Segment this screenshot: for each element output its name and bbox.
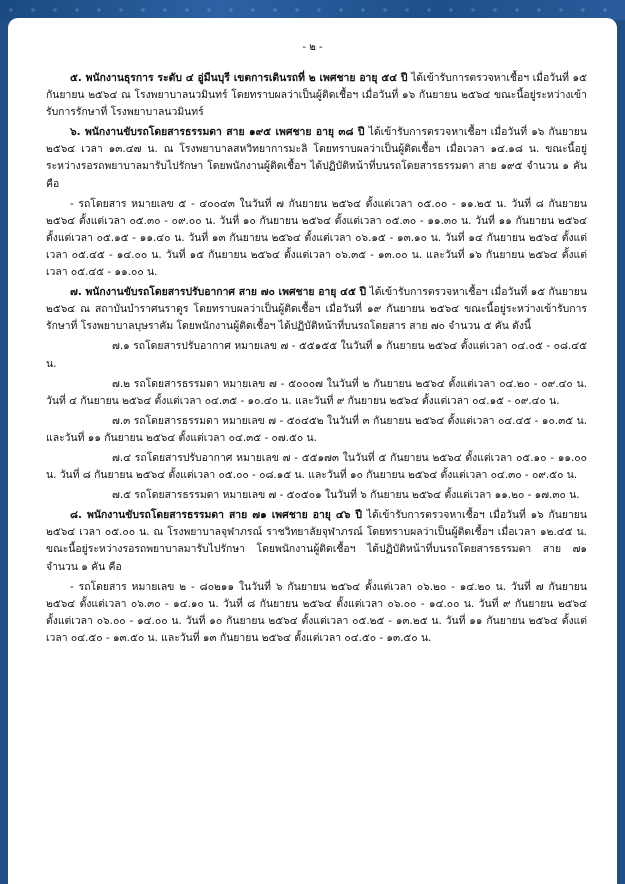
item-5-text: ได้เข้ารับการตรวจหาเชื้อฯ เมื่อวันที่ ๑๕ กันยายน ๒๕๖๔ ณ โรงพยาบาลนวมินทร์ โดยทราบผลว่าเป็นผู้ติดเชื้อฯ เมื่อวันที่ ๑๖ กันยายน ๒๕๖๔ ขณะนี้อยู่ระหว่างเข้ารับการรักษาที่ โรงพยาบาลนวมินทร์ [46, 72, 587, 119]
item-7-2-detail: ๗.๒ รถโดยสารธรรมดา หมายเลข ๗ - ๕๐๐๐๗ ในวันที่ ๒ กันยายน ๒๕๖๔ ตั้งแต่เวลา ๐๔.๒๐ - ๐๙.๔๐ น. วันที่ ๔ กันยายน ๒๕๖๔ ตั้งแต่เวลา ๐๔.๓๕ - ๑๐.๔๐ น. และวันที่ ๙ กันยายน ๒๕๖๔ ตั้งแต่เวลา ๐๔.๑๕ - ๐๙.๔๐ น. [46, 377, 587, 407]
item-6-heading: ๖. พนักงานขับรถโดยสารธรรมดา สาย ๑๙๕ เพศชาย อายุ ๓๘ ปี [70, 126, 365, 139]
item-7-text: ได้เข้ารับการตรวจหาเชื้อฯ เมื่อวันที่ ๑๕ กันยายน ๒๕๖๔ ณ สถาบันบำราศนราดูร โดยทราบผลว่าเป็นผู้ติดเชื้อฯ เมื่อวันที่ ๑๙ กันยายน ๒๕๖๔ ขณะนี้อยู่ระหว่างเข้ารับการรักษาที่ โรงพยาบาลบุษราคัม โดยพนักงานผู้ติดเชื้อฯ ได้ปฏิบัติหน้าที่บนรถโดยสาร สาย ๗๐ จำนวน ๕ คัน ดังนี้ [46, 286, 588, 333]
item-8-bus-detail: - รถโดยสาร หมายเลข ๒ - ๘๐๒๑๑ ในวันที่ ๖ กันยายน ๒๕๖๔ ตั้งแต่เวลา ๐๖.๒๐ - ๑๔.๒๐ น. วันที่ ๗ กันยายน ๒๕๖๔ ตั้งแต่เวลา ๐๖.๓๐ - ๑๔.๑๐ น. วันที่ ๘ กันยายน ๒๕๖๔ ตั้งแต่เวลา ๐๖.๐๐ - ๑๔.๐๐ น. วันที่ ๙ กันยายน ๒๕๖๔ ตั้งแต่เวลา ๐๖.๐๐ - ๑๔.๐๐ น. วันที่ ๑๐ กันยายน ๒๕๖๔ ตั้งแต่เวลา ๐๕.๒๕ - ๑๓.๒๕ น. วันที่ ๑๑ กันยายน ๒๕๖๔ ตั้งแต่เวลา ๐๔.๕๐ - ๑๓.๕๐ น. และวันที่ ๑๓ กันยายน ๒๕๖๔ ตั้งแต่เวลา ๐๔.๕๐ - ๑๓.๕๐ น. [46, 580, 587, 644]
page-banner [0, 0, 625, 20]
item-7-5-detail: ๗.๕ รถโดยสารธรรมดา หมายเลข ๗ - ๕๐๕๐๑ ในวันที่ ๖ กันยายน ๒๕๖๔ ตั้งแต่เวลา ๑๑.๒๐ - ๑๗.๓๐ น. [112, 489, 580, 502]
document-page [8, 18, 617, 884]
banner-pattern [0, 3, 625, 17]
item-6-text: ได้เข้ารับการตรวจหาเชื้อฯ เมื่อวันที่ ๑๖ กันยายน ๒๕๖๔ เวลา ๑๓.๔๗ น. ณ โรงพยาบาลสหวิทยาการมะลิ โดยทราบผลว่าเป็นผู้ติดเชื้อฯ เมื่อเวลา ๑๔.๑๘ น. ขณะนี้อยู่ระหว่างรอรถพยาบาลมารับไปรักษา โดยพนักงานผู้ติดเชื้อฯ ได้ปฏิบัติหน้าที่บนรถโดยสารธรรมดา สาย ๑๙๕ จำนวน ๑ คัน คือ [46, 126, 587, 190]
item-6-bus-detail: - รถโดยสาร หมายเลข ๕ - ๔๐๐๔๓ ในวันที่ ๗ กันยายน ๒๕๖๔ ตั้งแต่เวลา ๐๕.๐๐ - ๑๑.๒๕ น. วันที่ ๘ กันยายน ๒๕๖๔ ตั้งแต่เวลา ๐๕.๓๐ - ๐๙.๐๐ น. วันที่ ๑๐ กันยายน ๒๕๖๔ ตั้งแต่เวลา ๐๕.๓๐ - ๑๑.๓๐ น. วันที่ ๑๑ กันยายน ๒๕๖๔ ตั้งแต่เวลา ๐๕.๑๕ - ๑๑.๔๐ น. วันที่ ๑๓ กันยายน ๒๕๖๔ ตั้งแต่เวลา ๐๖.๑๕ - ๑๓.๑๐ น. วันที่ ๑๔ กันยายน ๒๕๖๔ ตั้งแต่เวลา ๐๕.๔๕ - ๑๔.๐๐ น. วันที่ ๑๕ กันยายน ๒๕๖๔ ตั้งแต่เวลา ๐๖.๓๕ - ๑๓.๐๐ น. และวันที่ ๑๖ กันยายน ๒๕๖๔ ตั้งแต่เวลา ๐๕.๔๕ - ๑๑.๐๐ น. [46, 197, 587, 279]
item-8-paragraph [46, 507, 587, 575]
item-7-heading: ๗. พนักงานขับรถโดยสารปรับอากาศ สาย ๗๐ เพศชาย อายุ ๔๕ ปี [70, 286, 367, 299]
item-7-3-detail: ๗.๓ รถโดยสารธรรมดา หมายเลข ๗ - ๕๐๔๕๒ ในวันที่ ๓ กันยายน ๒๕๖๔ ตั้งแต่เวลา ๐๔.๔๕ - ๑๐.๓๕ น. และวันที่ ๑๑ กันยายน ๒๕๖๔ ตั้งแต่เวลา ๐๔.๓๕ - ๐๗.๕๐ น. [46, 414, 587, 444]
item-8-text: ได้เข้ารับการตรวจหาเชื้อฯ เมื่อวันที่ ๑๖ กันยายน ๒๕๖๔ เวลา ๐๕.๐๐ น. ณ โรงพยาบาลจุฬาภรณ์ ราชวิทยาลัยจุฬาภรณ์ โดยทราบผลว่าเป็นผู้ติดเชื้อฯ เมื่อเวลา ๑๒.๔๕ น. ขณะนี้อยู่ระหว่างรอรถพยาบาลมารับไปรักษา โดยพนักงานผู้ติดเชื้อฯ ได้ปฏิบัติหน้าที่บนรถโดยสารธรรมดา สาย ๗๑ จำนวน ๑ คัน คือ [46, 509, 587, 573]
item-6-paragraph [46, 124, 587, 192]
page-number: - ๒ - [302, 42, 323, 53]
item-7-4-detail: ๗.๔ รถโดยสารปรับอากาศ หมายเลข ๗ - ๕๕๑๗๓ ในวันที่ ๕ กันยายน ๒๕๖๔ ตั้งแต่เวลา ๐๕.๑๐ - ๑๑.๐๐ น. วันที่ ๘ กันยายน ๒๕๖๔ ตั้งแต่เวลา ๐๕.๐๐ - ๐๘.๑๕ น. และวันที่ ๑๐ กันยายน ๒๕๖๔ ตั้งแต่เวลา ๐๔.๓๐ - ๐๙.๕๐ น. [46, 451, 587, 482]
item-8-heading: ๘. พนักงานขับรถโดยสารธรรมดา สาย ๗๑ เพศชาย อายุ ๔๖ ปี [70, 509, 363, 522]
item-5-heading: ๕. พนักงานธุรการ ระดับ ๔ อู่มีนบุรี เขตการเดินรถที่ ๒ เพศชาย อายุ ๕๔ ปี [70, 72, 408, 84]
item-5-paragraph [46, 70, 587, 121]
item-7-1-detail: ๗.๑ รถโดยสารปรับอากาศ หมายเลข ๗ - ๕๕๑๕๕ ในวันที่ ๑ กันยายน ๒๕๖๔ ตั้งแต่เวลา ๐๔.๐๕ - ๐๘.๔๕ น. [46, 340, 587, 370]
item-7-paragraph [46, 284, 587, 335]
document-body [46, 70, 587, 647]
